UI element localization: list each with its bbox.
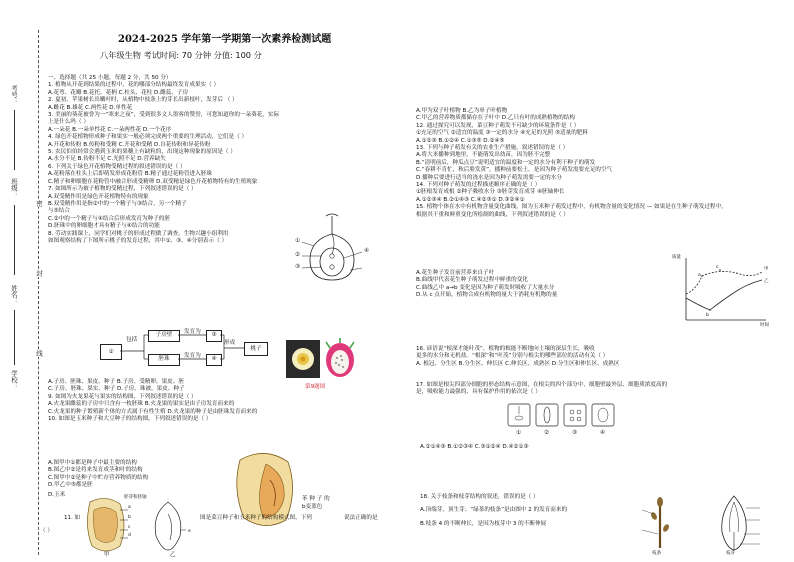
right-line: B.“清明前后，种瓜点豆”说明适宜的温度和一定的水分有利于种子的萌发 (416, 159, 596, 166)
graph-series-1: 甲 (764, 267, 769, 272)
dragonfruit-figure (286, 340, 358, 384)
graph-ylabel: 质量 (672, 255, 681, 260)
right-line: 15. 植物个体在水中有机物含量变化曲线，图为玉米种子萌发过程中，有机物含量的变化情况 — 如果是在生种子萌发过程中， (416, 204, 727, 211)
right-line: A.甲为双子叶植物 B.乙为单子叶植物 (416, 108, 508, 114)
left-line: A.雌花 B.雄花 C.两性花 D.单性花 (48, 104, 133, 111)
right-line: 14. 下列对种子萌发的过程描述顺序正确的是（ ） (416, 182, 541, 189)
q17-options: A.②①④③ B.①②③④ C.③①②④ D.④②①③ (420, 444, 529, 450)
ovary-diagram (292, 212, 372, 284)
right-line: D.从 c 点开始，植物合成有机物的量大于消耗有机物的量 (416, 292, 558, 299)
q11-lead: 11. 如 (64, 515, 81, 521)
right-line: 18. 关于枝条和枝芽结构的叙述，错误的是（ ） (420, 494, 539, 500)
margin-xingming: 姓名： (10, 285, 18, 305)
cell-label-3: ③ (572, 430, 578, 436)
bean-seed-figure (84, 496, 131, 554)
bud-figure (704, 492, 764, 552)
fig9-caption: 第9题图 (305, 384, 326, 390)
left-line: 一、选择题（共 25 小题，每题 2 分，共 50 分） (48, 75, 172, 81)
right-line: C.“春耕不肯忙，秋后脸发黄”，播种前要松土，是因为种子萌发需要充足的空气 (416, 167, 613, 174)
right-line: B.枝条 4 的不断伸长，是因为枝芽中 3 的不断伸展 (420, 520, 547, 527)
margin-line (14, 110, 15, 170)
margin-line (14, 310, 15, 365)
left-line: C.②中的一个精子与④结合后形成发育为种子的胚 (48, 215, 170, 222)
cell-label-1: ① (516, 430, 522, 436)
left-column-3 (48, 460, 148, 490)
right-line: 根据其干重和鲜重变化所绘制的曲线，下列叙述错误的是（ ） (416, 211, 569, 218)
flow-label-include: 包括 (126, 337, 138, 343)
flow-label-develop-2: 发育为 (184, 353, 201, 359)
left-column (48, 75, 279, 245)
left-line: 6. 下列关于绿色开花植物受精过程的叙述错误的是（ ） (48, 163, 186, 170)
right-line: ①胚根发育成根 ②种子吸收水分 ③胚芽发育成芽 ④胚轴伸长 (416, 189, 565, 196)
right-column (416, 108, 786, 219)
margin-kaohao: 考号： (10, 85, 18, 105)
right-line: ①充足的空气 ②适宜的温度 ③一定的水分 ④充足的光照 ⑤适量的肥料 (416, 130, 589, 137)
label-c: c (128, 525, 131, 530)
left-line: 5. 农民伯伯经常会遇到玉米的果穗上有缺粒的，出现这种现象的原因是（ ） (48, 149, 236, 156)
seal-feng: 封 (35, 270, 43, 277)
graph-point-c: c (716, 265, 719, 270)
q11-paren: （ ） (40, 528, 53, 534)
exam-title: 2024-2025 学年第一学期第一次素养检测试题 (118, 34, 332, 45)
flow-connectors (120, 330, 250, 366)
left-line: 10. 如图是玉米种子和大豆种子的结构图，下列叙述错误的是（ ） (48, 416, 212, 423)
right-line: 13. 下列与种子萌发有关的农业生产措施，叙述错误的是（ ） (416, 145, 569, 152)
q11-text-c: 说法正确的是 (344, 515, 378, 521)
fig7-label-4: ④ (364, 248, 370, 254)
left-line: A.双受精作用是绿色开花植物特有的现象 (48, 193, 149, 200)
right-line: A. 根冠、分生区 B.分生区、伸长区 C.伸长区、成熟区 D.分生区和伸长区、成熟区 (416, 360, 620, 367)
right-line: 16. 谚语说“根深才能叶茂”，植物的根能不断地向土壤的深层生长，吸收 (416, 346, 595, 352)
right-line: A.①②③④ B.②①④③ C.④②③① D.③②④① (416, 196, 525, 203)
flow-box-1: ① (100, 344, 122, 360)
left-line: A.花萼、花瓣 B.花托、花柄 C.柱头、花柱 D.雌蕊、子房 (48, 89, 189, 96)
label-jia: 甲 (104, 552, 110, 558)
right-column-2 (416, 270, 557, 300)
q11-answer: D.玉米 (48, 492, 66, 498)
left-line: C.精子和卵细胞在花粉管中融合形成受精卵 D.双受精是绿色开花植物特有的生殖现象 (48, 178, 258, 185)
left-line: 4. 绿色开花植物形成种子和果实一般必须完成两个重要的生理活动，它们是（ ） (48, 134, 248, 141)
label-b: b (128, 515, 131, 520)
graph-point-a: a (698, 273, 701, 278)
cell-label-4: ④ (600, 430, 606, 436)
left-column-2 (48, 379, 257, 423)
left-line: C.火龙果的种子繁殖新个体的方式属于有性生殖 D.火龙果的种子是由胚珠发育而来的 (48, 408, 258, 415)
cell-label-2: ② (544, 430, 550, 436)
left-line: D.胚珠中的卵细胞才具有精子与④结合的功能 (48, 223, 160, 230)
label-d: d (128, 533, 131, 538)
right-column-4 (416, 382, 667, 397)
right-column-3 (416, 346, 619, 368)
q11-text-e: 苯 种 子 的 (302, 496, 330, 502)
left-line: 3. 美丽的葵花被誉为一“寒来之夜”，受到很多文人墨客的赞誉，可您知道你的一朵葵花，实际 (48, 112, 280, 119)
left-line: A.开花和传粉 B.传粉和受精 C.开花和受精 D.自花传粉和异花传粉 (48, 141, 211, 148)
graph-point-b: b (706, 313, 709, 318)
left-line: 7. 如图所示为被子植物的受精过程，下列叙述错误的是（ ） (48, 186, 197, 193)
right-line: C.甲乙的营养物质都储存在子叶中 D.乙只有叶的成熟植物的结构 (416, 115, 575, 122)
left-line: A.水分不足 B.传粉不足 C.光照不足 D.营养缺失 (48, 156, 166, 163)
flow-box-ovary-wall: 子房壁 (148, 330, 180, 342)
margin-line (14, 205, 15, 275)
left-line: D.甲乙中⑤都是胚 (48, 482, 93, 489)
right-line: A.将大米播种到地里，不能萌发出幼苗，因为胚不完整 (416, 152, 551, 159)
flow-box-peach: 桃子 (244, 342, 268, 356)
left-line: 8. 劳动实践课上，同学们对桃子的形成过程做了调查，生物兴趣小组利用 (48, 230, 229, 237)
flower-petals (292, 348, 314, 370)
right-column-5 (420, 494, 567, 528)
flow-box-4: ④ (206, 354, 222, 366)
left-line: A.火龙果雌蕊的子房中只含有一枚胚珠 B.火龙果的果实是由子房发育而来的 (48, 401, 235, 408)
fig7-label-2: ② (295, 252, 301, 258)
left-line: 与⑤结合 (48, 208, 70, 215)
left-line: B.双受精作用是指②中的一个精子与③结合，另一个精子 (48, 200, 187, 207)
label-embryo: 胚芽和胚轴 (124, 495, 147, 500)
left-line: 9. 如图为火龙果花与果实的结构图，下列叙述错误的是（ ） (48, 393, 197, 400)
label-a: a (128, 505, 131, 510)
right-line: 更多的水分和无机盐。“根深”和“叶茂”分别与根尖的哪些部位的活动有关（ ） (416, 353, 609, 360)
right-line: A.顶端芽，顶生芽；“绿茶的枝条”是由图中 2 的发育而来的 (420, 507, 568, 514)
label-yi: 乙 (170, 552, 176, 558)
flow-label-form: 形成 (224, 340, 236, 346)
exam-subtitle: 八年级生物 考试时间: 70 分钟 分值: 100 分 (100, 50, 262, 60)
left-line: C.子房、胚珠、果实、种子 D.子房、珠被、果皮、种子 (48, 386, 185, 393)
seal-line (38, 30, 39, 555)
flow-label-develop-1: 发育为 (184, 329, 201, 335)
right-line: B.曲线甲代表花生种子萌发过程中鲜重的变化 (416, 277, 528, 284)
corn-seed-small (150, 500, 186, 552)
right-line: C.曲线乙中 a→b 变化是因为种子萌发时吸收了大量水分 (416, 284, 555, 291)
left-line: B.图乙中②是将来发育成茎和叶的结构 (48, 467, 143, 474)
left-line: C.图甲中②是种子中贮存营养物质的结构 (48, 474, 149, 481)
root-cells-figure (506, 400, 616, 430)
margin-banji: 班级： (10, 178, 18, 198)
twig-label: 枝条 (652, 551, 661, 556)
right-line: 12. 通过探究可以发现，菜豆种子萌发不可缺少的环境条件是（ ） (416, 122, 580, 129)
left-line: A.一朵花 B.一朵单性花 C.一朵两性花 D.一个花序 (48, 126, 172, 133)
twig-figure (640, 496, 680, 550)
margin-xuexiao: 学校： (10, 370, 18, 390)
left-line: 2. 夏初，苹果树长出嫩叶时，从植物中枝条上的芽长出新枝叶，发芽后 （ ） (48, 97, 238, 104)
right-line: A.①②③ B.①②④ C.①③⑤ D.②④⑤ (416, 137, 505, 144)
graph-xlabel: 时间 (760, 323, 769, 328)
flow-box-ovule: 胚珠 (148, 354, 180, 366)
left-line: A.子房、胚珠、果皮、种子 B.子房、受精卵、果皮、胚 (48, 379, 184, 385)
q11-text-f: b变蓝色 (302, 504, 323, 510)
right-line: 是，吸收能力最强的、具有保护作用的依次是（ ） (416, 389, 541, 396)
fig7-label-1: ① (295, 238, 301, 244)
weight-curve-graph (680, 254, 770, 330)
bud-label: 枝芽 (726, 551, 735, 556)
flow-box-3: ③ (206, 330, 222, 342)
left-line: A.花粉落在柱头上后即萌发形成花粉管 B.精子通过花粉管进入胚珠 (48, 171, 212, 178)
right-line: 17. 如图是根尖四部分细胞的形态结构示意图，在根尖的四个部分中，细胞壁最外层、细胞质浓度高的 (416, 382, 668, 388)
q11-text: 图是菜豆种子和玉米种子的结构模式图，下列 (200, 515, 312, 521)
right-line: D.播种后要进行适当的浇水是因为种子萌发需要一定的水分 (416, 174, 562, 181)
graph-series-2: 乙 (764, 279, 769, 284)
left-line: 上是什么吗（ ） (48, 119, 89, 126)
left-line: 如图观察结构了下图所示桃子的发育过程，其中①、③、④分别表示（ ） (48, 237, 228, 244)
seal-mi: 密 (35, 200, 43, 207)
left-line: 1. 植物从开花到结果的过程中，花的哪部分结构最终发育成果实（ ） (48, 82, 220, 89)
left-line: A.图甲中①都是种子中最主要的结构 (48, 460, 137, 466)
fig7-label-3: ③ (295, 264, 301, 270)
seal-xian: 线 (35, 350, 43, 357)
label-e: e (188, 529, 191, 534)
right-line: A.花生种子发育前营养来自子叶 (416, 270, 495, 276)
